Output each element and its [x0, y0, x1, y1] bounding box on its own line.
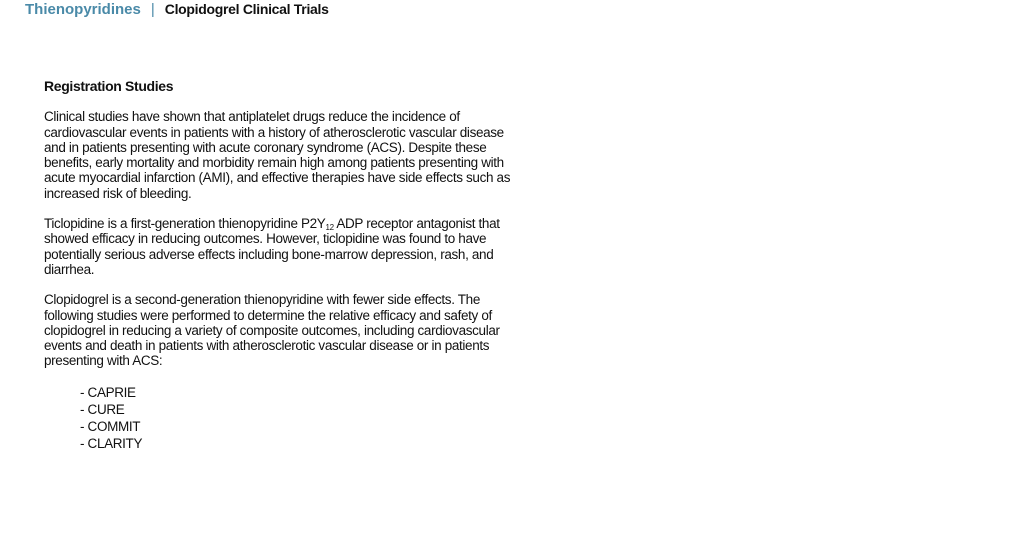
receptor-subscript: 12	[325, 223, 334, 233]
paragraph-ticlopidine	[44, 216, 524, 277]
paragraph-antiplatelet: Clinical studies have shown that antiplatelet drugs reduce the incidence of cardiovascular events in patients with a history of atherosclerotic vascular disease and in patients presenting with acute coronary syndrome (ACS). Despite these benefits, early mortality and morbidity remain high among patients presenting with acute myocardial infarction (AMI), and effective therapies have side effects such as increased risk of bleeding.	[44, 109, 511, 201]
main-content	[44, 79, 524, 452]
study-item-caprie: - CAPRIE	[80, 384, 136, 400]
header-separator: |	[150, 1, 155, 18]
study-list	[80, 384, 524, 452]
page-title: Clopidogrel Clinical Trials	[164, 1, 329, 17]
section-name: Thienopyridines	[25, 1, 141, 18]
paragraph-ticlopidine-end: ADP receptor antagonist that showed efficacy in reducing outcomes. However, ticlopidine was found to have potentially serious adverse effects including bone-marrow depression, rash, and diarrhea.	[44, 216, 500, 277]
paragraph-clopidogrel: Clopidogrel is a second-generation thienopyridine with fewer side effects. The following studies were performed to determine the relative efficacy and safety of clopidogrel in reducing a variety of composite outcomes, including cardiovascular events and death in patients with atherosclerotic vascular disease or in patients presenting with ACS:	[44, 292, 500, 369]
page-header	[25, 1, 329, 18]
section-heading: Registration Studies	[44, 78, 174, 94]
study-item-cure: - CURE	[80, 401, 125, 417]
paragraph-ticlopidine-start: Ticlopidine is a first-generation thienopyridine P2Y	[44, 216, 326, 232]
study-item-commit: - COMMIT	[80, 418, 141, 434]
study-item-clarity: - CLARITY	[80, 435, 143, 451]
